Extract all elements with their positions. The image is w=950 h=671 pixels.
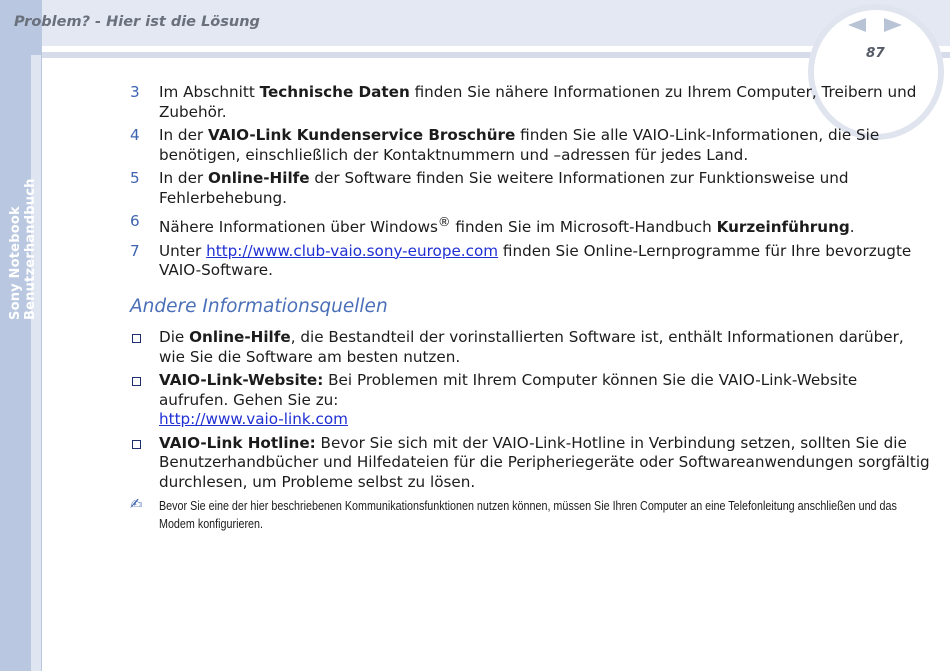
list-item bbox=[130, 242, 930, 281]
item-text: Nähere Informationen über Windows bbox=[159, 218, 438, 237]
item-number: 6 bbox=[130, 212, 140, 230]
item-bold-text: VAIO-Link Hotline: bbox=[159, 433, 316, 452]
item-text: finden Sie Online-Lernprogramme für Ihre bevorzugte VAIO-Software. bbox=[159, 241, 912, 280]
item-number: 3 bbox=[130, 83, 140, 101]
item-text: Die bbox=[159, 328, 190, 347]
square-bullet-icon bbox=[132, 440, 141, 449]
square-bullet-icon bbox=[132, 377, 141, 386]
item-number: 4 bbox=[130, 126, 140, 144]
item-text: , die Bestandteil der vorinstallierten Software ist, enthält Informationen darüber, wie Sie die Software am besten nutzen. bbox=[159, 328, 904, 366]
section-title: Problem? - Hier ist die Lösung bbox=[14, 14, 260, 30]
list-item bbox=[130, 126, 930, 165]
item-text: In der bbox=[159, 126, 208, 144]
list-item bbox=[130, 169, 930, 208]
item-text: In der bbox=[159, 169, 208, 187]
subheading: Andere Informationsquellen bbox=[130, 295, 388, 317]
previous-page-icon[interactable] bbox=[848, 18, 866, 32]
item-text: Bevor Sie sich mit der VAIO-Link-Hotline in Verbindung setzen, sollten Sie die Benutzerhandbücher und Hilfedateien für die Peripheriegeräte oder Softwareanwendungen sorgfältig durchlesen, um Probleme selbst zu lösen. bbox=[159, 433, 930, 491]
sidebar-stripe bbox=[31, 55, 41, 671]
next-page-icon[interactable] bbox=[884, 18, 902, 32]
list-item bbox=[130, 212, 930, 238]
list-item bbox=[130, 371, 930, 430]
item-bold-text: Online-Hilfe bbox=[189, 328, 291, 347]
note-text: Bevor Sie eine der hier beschriebenen Kommunikationsfunktionen nutzen können, müssen Sie Ihren Computer an eine Telefonleitung anschließen und das Modem konfigurieren. bbox=[159, 499, 897, 532]
square-bullet-icon bbox=[132, 334, 141, 343]
bullet-list bbox=[130, 328, 930, 492]
club-vaio-link[interactable]: http://www.club-vaio.sony-europe.com bbox=[206, 241, 499, 260]
item-bold-text: Kurzeinführung bbox=[716, 218, 850, 237]
item-text: finden Sie im Microsoft-Handbuch bbox=[450, 218, 717, 237]
page-number: 87 bbox=[866, 45, 885, 61]
list-item bbox=[130, 434, 930, 493]
item-bold-text: VAIO-Link-Website: bbox=[159, 371, 324, 390]
item-text: der Software finden Sie weitere Informationen zur Funktionsweise und Fehlerbehebung. bbox=[159, 169, 849, 207]
item-text: finden Sie nähere Informationen zu Ihrem Computer, Treibern und Zubehör. bbox=[159, 83, 917, 121]
item-text: finden Sie alle VAIO-Link-Informationen, die Sie benötigen, einschließlich der Kontaktnummern und –adressen für jedes Land. bbox=[159, 126, 880, 164]
main-content bbox=[130, 83, 930, 533]
registered-mark: ® bbox=[437, 214, 451, 229]
item-text: . bbox=[849, 218, 855, 237]
item-text: Unter bbox=[159, 241, 207, 260]
item-bold-text: Technische Daten bbox=[259, 83, 410, 101]
list-item bbox=[130, 83, 930, 122]
note bbox=[130, 497, 930, 533]
list-item bbox=[130, 328, 930, 367]
item-number: 7 bbox=[130, 241, 140, 260]
item-text: Im Abschnitt bbox=[159, 83, 260, 101]
numbered-list bbox=[130, 83, 930, 281]
sidebar-title: Sony Notebook Benutzerhandbuch bbox=[8, 178, 38, 320]
item-text: Bei Problemen mit Ihrem Computer können Sie die VAIO-Link-Website aufrufen. Gehen Sie zu: bbox=[159, 371, 858, 409]
item-number: 5 bbox=[130, 169, 140, 187]
item-bold-text: VAIO-Link Kundenservice Broschüre bbox=[208, 126, 516, 144]
item-bold-text: Online-Hilfe bbox=[208, 169, 310, 187]
vaio-link-website-link[interactable]: http://www.vaio-link.com bbox=[159, 410, 348, 429]
pen-note-icon: ✍ bbox=[130, 495, 143, 514]
